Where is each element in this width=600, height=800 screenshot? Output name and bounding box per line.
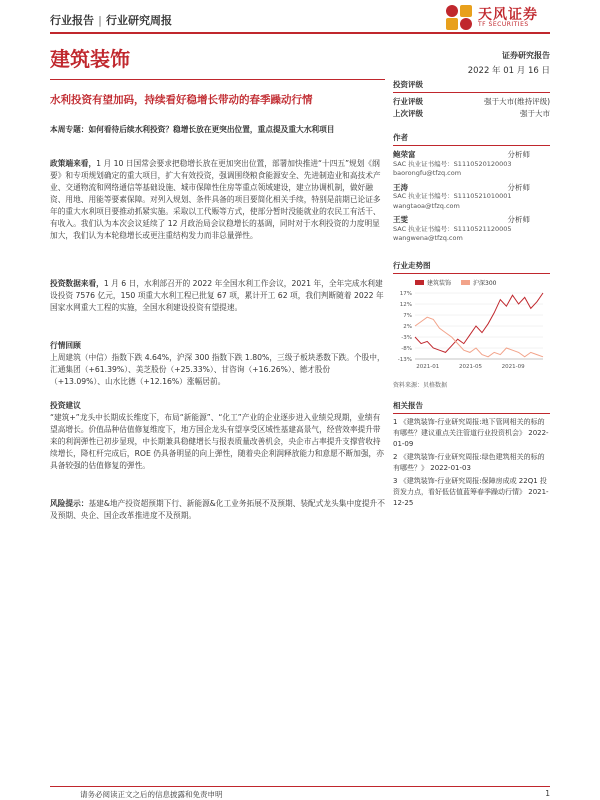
previous-rating-label: 上次评级 <box>393 109 423 118</box>
series-line-construction <box>415 293 543 352</box>
y-tick-label: -8% <box>401 346 412 352</box>
legend-item-construction: 建筑装饰 <box>415 278 451 287</box>
trend-chart <box>393 276 550 376</box>
author-role: 分析师 <box>507 182 530 192</box>
section-investment-data <box>50 278 385 314</box>
section-market-review <box>50 340 385 388</box>
chart-plot <box>393 287 550 373</box>
y-tick-label: 12% <box>399 302 412 308</box>
x-tick-label: 2021-01 <box>416 364 440 370</box>
report-date: 2022 年 01 月 16 日 <box>467 66 550 76</box>
section-risk <box>50 498 385 522</box>
author-role: 分析师 <box>507 215 530 224</box>
related-item-date: 2022-01-03 <box>430 464 471 472</box>
related-item[interactable]: 3 《建筑装饰-行业研究周报:保障房成或 22Q1 投资发力点，看好低估值蓝筹春季躁动行情》 2021-12-25 <box>393 477 549 507</box>
logo-mark-icon <box>446 5 472 30</box>
title-rule <box>50 79 385 80</box>
author-email[interactable]: wangwena@tfzq.com <box>393 234 463 242</box>
related-reports <box>393 400 550 509</box>
related-item-text: 《建筑装饰-行业研究周报:保障房成或 22Q1 投资发力点，看好低估值蓝筹春季躁动行情》 <box>393 477 547 496</box>
author-cert: SAC 执业证书编号：S1110521010001 <box>393 192 512 200</box>
investment-advice-body: “建筑+”龙头中长期成长维度下，布局“新能源”、“化工”产业的企业逐步进入业绩兑现期，业绩有望高增长。价值品种估值修复维度下，地方国企龙头有望享受区域性基建高景气，经营效率提升带来的利润弹性已初步显现，中长期兼具稳健增长与报表质量改善机会，央企市占率提升支撑营收持续增长，降杠杆完成后，ROE 仍具备明显的向上弹性，随着央企利润释放能力和意愿不断加强，亦具备较强的估值修复的弹性。 <box>50 413 384 470</box>
brand-name-en: TF SECURITIES <box>478 21 529 28</box>
chart-legend <box>415 278 550 287</box>
author-3 <box>393 215 550 244</box>
disclaimer-note: 请务必阅读正文之后的信息披露和免责申明 <box>80 790 223 799</box>
investment-body: 1 月 6 日，水利部召开的 2022 年全国水利工作会议，2021 年，全年完成水利建设投资 7576 亿元，150 项重大水利工程已批复 67 项，累计开工 62 项，我们判断随着 2022 年国家水网重大工程的实施，全国水利建设投资有望提速。 <box>50 279 384 312</box>
risk-body: 基建&地产投资超预期下行、新能源&化工业务拓展不及预期、装配式龙头集中度提升不及预期、央企、国企改革推进度不及预期。 <box>50 499 385 520</box>
y-tick-label: 7% <box>403 313 412 319</box>
chart-section-title: 行业走势图 <box>393 260 550 274</box>
page-number: 1 <box>545 789 550 798</box>
footer-rule <box>50 786 550 787</box>
author-email[interactable]: wangtaoa@tfzq.com <box>393 201 460 210</box>
previous-rating-row <box>393 108 550 120</box>
author-role: 分析师 <box>507 150 530 159</box>
market-review-body: 上周建筑（中信）指数下跌 4.64%，沪深 300 指数下跌 1.80%，三级子板块悉数下跌。个股中，汇通集团（+61.39%）、美芝股份（+25.33%）、甘咨询（+16.26%）、德才股份（+13.09%）、山水比德（+12.16%）涨幅居前。 <box>50 353 385 386</box>
author-cert: SAC 执业证书编号：S1110521120005 <box>393 224 512 233</box>
related-item[interactable]: 2 《建筑装饰-行业研究周报:绿色建筑相关的标的有哪些？》 2022-01-03 <box>393 453 545 472</box>
industry-title: 建筑装饰 <box>50 47 130 71</box>
investment-lead: 投资数据来看， <box>50 279 104 288</box>
previous-rating-value: 强于大市 <box>520 109 550 118</box>
section-policy <box>50 158 385 242</box>
y-tick-label: 17% <box>399 291 412 297</box>
investment-advice-title: 投资建议 <box>50 401 81 410</box>
author-name: 鲍荣富 <box>393 150 416 159</box>
related-item[interactable]: 1 《建筑装饰-行业研究周报:地下管网相关的标的有哪些？建议重点关注管道行业投资机会》 2022-01-09 <box>393 418 549 448</box>
policy-lead: 政策端来看， <box>50 159 97 168</box>
authors-title: 作者 <box>393 132 550 146</box>
chart-source: 资料来源：贝格数据 <box>393 382 448 389</box>
legend-item-csi300: 沪深300 <box>461 278 496 287</box>
section-investment-advice <box>50 400 385 472</box>
y-tick-label: 2% <box>403 324 412 330</box>
rating-title: 投资评级 <box>393 79 550 93</box>
rating-panel <box>393 79 550 120</box>
chart-section-header <box>393 260 550 277</box>
market-review-title: 行情回顾 <box>50 341 81 350</box>
topic-text: 本周专题：如何看待后续水利投资？稳增长放在更突出位置，重点提及重大水利项目 <box>50 125 335 134</box>
author-1 <box>393 150 550 179</box>
authors-panel <box>393 132 550 244</box>
y-tick-label: -13% <box>397 357 412 363</box>
related-title: 相关报告 <box>393 400 550 414</box>
category-label: 行业报告 <box>50 14 94 27</box>
subcategory-label: 行业研究周报 <box>106 14 173 27</box>
industry-rating-value: 强于大市(维持评级) <box>484 97 550 106</box>
section-topic <box>50 124 385 136</box>
header-rule <box>50 32 550 34</box>
author-email[interactable]: baorongfu@tfzq.com <box>393 169 462 177</box>
header-separator: | <box>98 14 103 27</box>
related-item-date: 2021-12-25 <box>393 488 549 507</box>
author-name: 王涛 <box>393 182 408 192</box>
author-2 <box>393 183 550 212</box>
related-item-date: 2022-01-09 <box>393 429 549 448</box>
report-type: 证券研究报告 <box>502 51 550 60</box>
x-tick-label: 2021-05 <box>458 364 482 370</box>
author-cert: SAC 执业证书编号：S1110520120003 <box>393 159 512 168</box>
report-category <box>50 12 172 28</box>
related-item-text: 《建筑装饰-行业研究周报:地下管网相关的标的有哪些？建议重点关注管道行业投资机会》 <box>393 418 545 437</box>
industry-rating-label: 行业评级 <box>393 97 423 106</box>
brand-name: 天风证券 <box>478 7 538 23</box>
author-name: 王雯 <box>393 215 408 224</box>
risk-lead: 风险提示： <box>50 499 89 508</box>
policy-body: 1 月 10 日国常会要求把稳增长放在更加突出位置，部署加快推进“十四五”规划《纲要》和专项规划确定的重大项目，扩大有效投资，强调围绕粮食能源安全、先进制造业和高技术产业、交通物流和网络通信等基础设施、城市保障性住房等重点领域建设，建立协调机制，做好融资、用地、用能等要素保障。对列入规划、条件具备的项目要简化相关手续，特别是前期已论证多年的重大水利项目要推动抓紧实施。采取以工代赈等方式，使部分暂时没能就业的农民工有活干、有收入。我们认为本次会议延续了 12 月政治局会议稳增长的基调，同时对于水利投资的力度明显加大，我们认为本轮稳增长或更注重结构发力而非总量弹性。 <box>50 159 381 240</box>
x-tick-label: 2021-09 <box>501 364 525 370</box>
industry-rating-row <box>393 96 550 108</box>
y-tick-label: -3% <box>401 335 412 341</box>
report-headline: 水利投资有望加码，持续看好稳增长带动的春季躁动行情 <box>50 94 313 106</box>
related-item-text: 《建筑装饰-行业研究周报:绿色建筑相关的标的有哪些？》 <box>393 453 545 472</box>
